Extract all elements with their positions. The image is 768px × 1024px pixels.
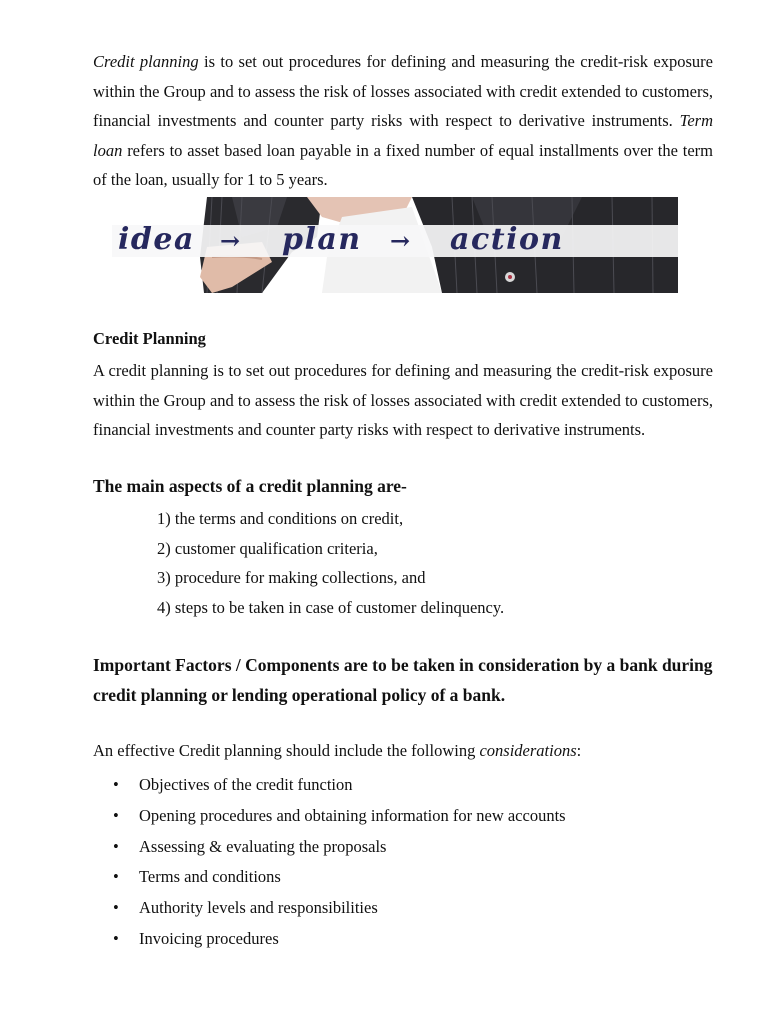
intro-term-term-loan: Term loan xyxy=(93,111,713,160)
considerations-term: considerations xyxy=(479,741,577,760)
credit-planning-heading: Credit Planning xyxy=(93,329,206,348)
factors-heading: Important Factors / Components are to be taken in consideration by a bank during credit planning or lending operational policy of a bank. xyxy=(93,655,713,705)
banner-arrow-2: → xyxy=(390,226,411,255)
considerations-list-item xyxy=(113,893,566,924)
aspects-heading: The main aspects of a credit planning are- xyxy=(93,476,407,496)
aspects-list-item: 2) customer qualification criteria, xyxy=(157,538,378,558)
bullet-icon: • xyxy=(113,867,119,887)
bullet-icon: • xyxy=(113,928,119,948)
aspects-list-item: 4) steps to be taken in case of customer delinquency. xyxy=(157,597,505,617)
bullet-icon: • xyxy=(113,775,119,794)
considerations-list-item xyxy=(113,924,566,955)
considerations-list-item xyxy=(113,801,566,832)
aspects-list-item: 1) the terms and conditions on credit, xyxy=(157,509,404,528)
bullet-icon: • xyxy=(113,836,119,856)
intro-paragraph xyxy=(93,47,713,195)
considerations-list-item xyxy=(113,862,566,893)
considerations-item-text: Assessing & evaluating the proposals xyxy=(139,836,387,856)
bullet-icon: • xyxy=(113,805,119,825)
considerations-colon: : xyxy=(576,741,582,760)
banner-arrow-1: → xyxy=(220,226,241,255)
considerations-list-item xyxy=(113,770,566,801)
considerations-list xyxy=(113,770,566,955)
credit-planning-body-block xyxy=(93,356,713,445)
intro-block xyxy=(93,47,713,195)
aspects-list xyxy=(157,504,504,622)
considerations-item-text: Invoicing procedures xyxy=(139,928,279,948)
banner-word-idea: idea xyxy=(118,222,195,257)
bullet-icon: • xyxy=(113,898,119,918)
intro-text-1: is to set out procedures for defining and measuring the credit-risk exposure within the Group and to assess the risk of losses associated with credit extended to customers, financial investments and counter party risks with respect to derivative instruments. xyxy=(93,52,713,130)
banner-word-plan: plan xyxy=(282,222,362,257)
banner-word-action: action xyxy=(450,222,564,257)
considerations-list-item xyxy=(113,832,566,863)
considerations-lead-text: An effective Credit planning should include the following xyxy=(93,741,480,760)
credit-planning-body: A credit planning is to set out procedures for defining and measuring the credit-risk exposure within the Group and to assess the risk of losses associated with credit extended to customers, financial investments and counter party risks with respect to derivative instruments. xyxy=(93,361,713,439)
intro-term-credit-planning: Credit planning xyxy=(93,52,199,71)
aspects-list-item: 3) procedure for making collections, and xyxy=(157,568,426,587)
considerations-item-text: Authority levels and responsibilities xyxy=(139,898,378,918)
considerations-item-text: Terms and conditions xyxy=(139,867,281,887)
considerations-item-text: Objectives of the credit function xyxy=(139,775,353,794)
idea-plan-action-banner xyxy=(112,197,678,293)
intro-text-2: refers to asset based loan payable in a fixed number of equal installments over the term of the loan, usually for 1 to 5 years. xyxy=(93,140,713,189)
considerations-item-text: Opening procedures and obtaining information for new accounts xyxy=(139,805,566,825)
considerations-lead xyxy=(93,741,581,761)
